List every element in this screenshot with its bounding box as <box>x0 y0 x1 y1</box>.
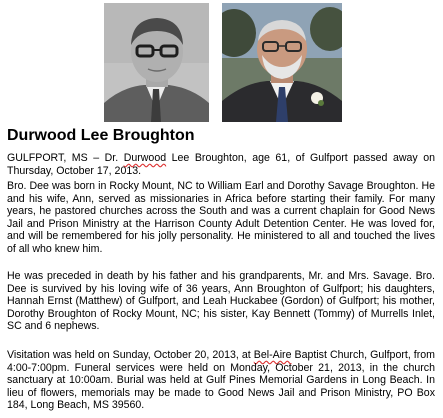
portrait-young-image <box>104 3 209 122</box>
portrait-photo-young <box>104 3 209 122</box>
bio-paragraph: Bro. Dee was born in Rocky Mount, NC to William Earl and Dorothy Savage Broughton. He and his wife, Ann, served as missionaries in Africa before starting their family. For many years, he pastored churches across the South and was a current chaplain for Good News Jail and Prison Ministry at the Harrison County Adult Detention Center. He was loved for, and will be remembered for his jolly personality. He ministered to all and touched the lives of all who knew him. <box>7 180 435 255</box>
spellcheck-flagged-word: Bel-Aire <box>253 349 292 361</box>
portrait-photo-recent <box>222 3 342 122</box>
intro-text-start: GULFPORT, MS – Dr. <box>7 152 124 164</box>
services-paragraph <box>7 349 435 412</box>
intro-text-end: Lee Broughton, age 61, of Gulfport passed away on Thursday, October 17, 2013. <box>7 152 435 177</box>
obituary-name: Durwood Lee Broughton <box>7 127 195 144</box>
spellcheck-flagged-word: Durwood <box>123 152 167 164</box>
family-paragraph: He was preceded in death by his father and his grandparents, Mr. and Mrs. Savage. Bro. Dee is survived by his loving wife of 36 years, Ann Broughton of Gulfport; his daughters, Hannah Ernst (Matthew) of Gulfport, and Leah Huckabee (Gordon) of Gulfport; his mother, Dorothy Broughton of Rocky Mount, NC; his sister, Kay Bennett (Tommy) of Murrells Inlet, SC and 6 nephews. <box>7 270 435 333</box>
intro-paragraph <box>7 152 435 177</box>
services-text-end: Baptist Church, Gulfport, from 4:00-7:00pm. Funeral services were held on Monday, October 21, 2013, in the church sanctuary at 10:00am. Burial was held at Gulf Pines Memorial Gardens in Long Beach. In lieu of flowers, memorials may be made to Good News Jail and Prison Ministry, PO Box 184, Long Beach, MS 39560. <box>7 349 435 412</box>
services-text-start: Visitation was held on Sunday, October 20, 2013, at <box>7 349 254 361</box>
portrait-recent-image <box>222 3 342 122</box>
